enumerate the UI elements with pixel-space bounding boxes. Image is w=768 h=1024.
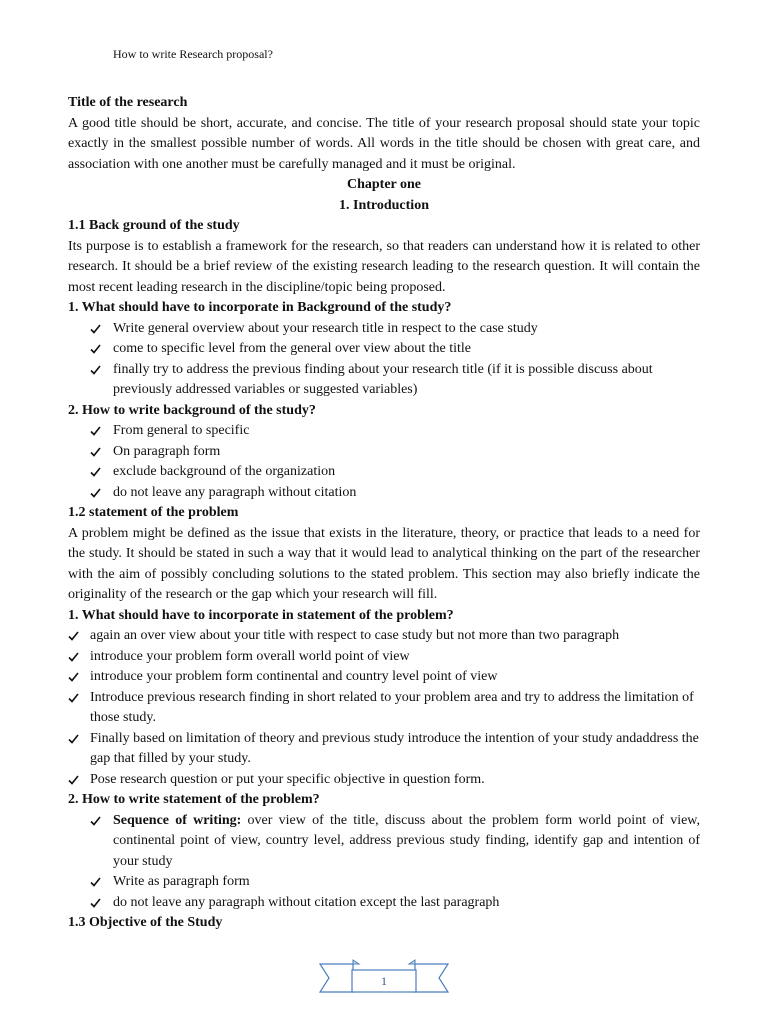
list-item: From general to specific xyxy=(68,421,700,442)
checkmark-icon xyxy=(90,339,101,354)
page-number: 1 xyxy=(381,974,387,988)
list-item: Finally based on limitation of theory and previous study introduce the intention of your study andaddress the gap that filled by your study. xyxy=(68,729,700,770)
list-item: introduce your problem form overall world point of view xyxy=(68,647,700,668)
statement-paragraph: A problem might be defined as the issue that exists in the literature, theory, or practice that leads to a need for the study. It should be stated in such a way that it would lead to analytical thinking on the part of the researcher with the aim of possibly concluding solutions to the stated problem. This section may also briefly indicate the originality of the research or the gap which your research will fill. xyxy=(68,525,700,602)
checkmark-icon xyxy=(90,872,101,887)
list-item: Write general overview about your research title in respect to the case study xyxy=(68,319,700,340)
background-paragraph: Its purpose is to establish a framework for the research, so that readers can understand how it is related to other research. It should be a brief review of the existing research leading to the research question. It will contain the most recent leading research in the discipline/topic being proposed. xyxy=(68,238,700,295)
page-header: How to write Research proposal? xyxy=(113,47,273,61)
title-paragraph: A good title should be short, accurate, and concise. The title of your research proposal should state your topic exactly in the smallest possible number of words. All words in the title should be chosen with great care, and association with one another must be carefully managed and it must be original. xyxy=(68,115,700,172)
list-item: Pose research question or put your specific objective in question form. xyxy=(68,770,700,791)
introduction-heading: 1. Introduction xyxy=(339,197,429,213)
checkmark-icon xyxy=(90,421,101,436)
checkmark-icon xyxy=(68,667,79,682)
statement-q1-list xyxy=(68,626,700,790)
list-item: do not leave any paragraph without citation except the last paragraph xyxy=(68,893,700,914)
sequence-label: Sequence of writing: xyxy=(113,812,242,828)
checkmark-icon xyxy=(90,462,101,477)
checkmark-icon xyxy=(90,483,101,498)
title-heading: Title of the research xyxy=(68,95,188,110)
objective-heading: 1.3 Objective of the Study xyxy=(68,915,223,930)
list-item: exclude background of the organization xyxy=(68,462,700,483)
checkmark-icon xyxy=(90,442,101,457)
statement-question-1: 1. What should have to incorporate in statement of the problem? xyxy=(68,607,454,623)
list-item: finally try to address the previous finding about your research title (if it is possible discuss about previously addressed variables or suggested variables) xyxy=(68,360,700,401)
checkmark-icon xyxy=(68,626,79,641)
checkmark-icon xyxy=(90,811,101,826)
list-item: come to specific level from the general over view about the title xyxy=(68,339,700,360)
checkmark-icon xyxy=(90,319,101,334)
list-item: again an over view about your title with respect to case study but not more than two paragraph xyxy=(68,626,700,647)
sequence-text: over view of the title, discuss about the problem form world point of view, continental point of view, country level, address previous study finding, identify gap and intention of your study xyxy=(113,812,700,869)
list-item: On paragraph form xyxy=(68,442,700,463)
checkmark-icon xyxy=(90,360,101,375)
checkmark-icon xyxy=(68,770,79,785)
background-q1-list xyxy=(68,319,700,401)
background-heading: 1.1 Back ground of the study xyxy=(68,218,240,233)
list-item: Write as paragraph form xyxy=(68,872,700,893)
background-q2-list xyxy=(68,421,700,503)
background-question-2: 2. How to write background of the study? xyxy=(68,402,316,418)
checkmark-icon xyxy=(68,729,79,744)
document-body xyxy=(68,93,700,934)
statement-question-2: 2. How to write statement of the problem? xyxy=(68,792,320,807)
checkmark-icon xyxy=(90,893,101,908)
background-question-1: 1. What should have to incorporate in Background of the study? xyxy=(68,300,452,315)
statement-q2-list xyxy=(68,811,700,914)
statement-heading: 1.2 statement of the problem xyxy=(68,505,239,520)
checkmark-icon xyxy=(68,688,79,703)
list-item: do not leave any paragraph without citation xyxy=(68,483,700,504)
chapter-heading: Chapter one xyxy=(346,177,422,192)
list-item: Introduce previous research finding in short related to your problem area and try to address the limitation of those study. xyxy=(68,688,700,729)
list-item: introduce your problem form continental and country level point of view xyxy=(68,667,700,688)
checkmark-icon xyxy=(68,647,79,662)
list-item xyxy=(68,811,700,873)
